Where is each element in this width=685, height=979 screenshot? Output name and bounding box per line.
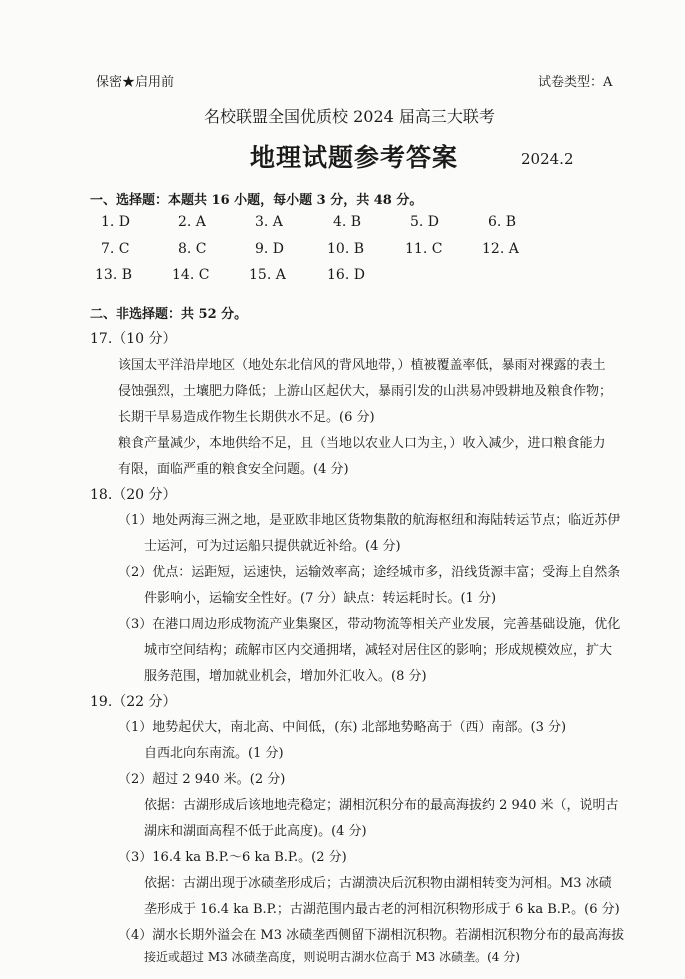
q17-line: 粮食产量减少，本地供给不足，且（当地以农业人口为主，）收入减少，进口粮食能力 [118, 436, 606, 451]
q19-line: （3）16.4 ka B.P.～6 ka B.P.。(2 分) [118, 850, 347, 865]
q17-line: 该国太平洋沿岸地区（地处东北信风的背风地带，）植被覆盖率低，暴雨对裸露的表土 [118, 358, 606, 373]
q17-number: 17.（10 分） [90, 331, 177, 347]
section2-heading: 二、非选择题：共 52 分。 [90, 307, 248, 322]
q19-line: 自西北向东南流。(1 分) [144, 746, 284, 761]
q19-line: 垄形成于 16.4 ka B.P.；古湖范围内最古老的河相沉积物形成于 6 ka B.P.。(6 分) [144, 902, 620, 917]
mc-answer: 10. B [327, 241, 365, 257]
mc-answer: 1. D [101, 214, 131, 230]
mc-answer: 2. A [178, 214, 206, 230]
mc-answer: 16. D [327, 267, 365, 283]
mc-answer: 3. A [255, 214, 283, 230]
mc-answer: 6. B [488, 214, 517, 230]
q18-line: 士运河，可为过运船只提供就近补给。(4 分) [144, 539, 401, 554]
section1-heading: 一、选择题：本题共 16 小题，每小题 3 分，共 48 分。 [90, 193, 423, 208]
mc-answer: 13. B [95, 267, 133, 283]
q18-line: （2）优点：运距短，运速快，运输效率高；途经城市多，沿线货源丰富；受海上自然条 [118, 565, 621, 580]
q19-line: （1）地势起伏大，南北高、中间低，(东) 北部地势略高于（西）南部。(3 分) [118, 720, 567, 735]
mc-answer: 8. C [178, 241, 207, 257]
mc-answer: 9. D [255, 241, 285, 257]
mc-answer: 12. A [482, 241, 519, 257]
q18-line: 服务范围，增加就业机会，增加外汇收入。(8 分) [144, 669, 427, 684]
q17-line: 有限，面临严重的粮食安全问题。(4 分) [118, 462, 349, 477]
exam-date: 2024.2 [521, 150, 574, 168]
q18-number: 18.（20 分） [90, 487, 177, 503]
q19-line: 依据：古湖出现于冰碛垄形成后；古湖溃决后沉积物由湖相转变为河相。M3 冰碛 [144, 876, 612, 891]
mc-answer: 7. C [101, 241, 130, 257]
q17-line: 侵蚀强烈，土壤肥力降低；上游山区起伏大，暴雨引发的山洪易冲毁耕地及粮食作物； [118, 384, 613, 399]
mc-answer: 5. D [410, 214, 440, 230]
q19-line: 接近或超过 M3 冰碛垄高度，则说明古湖水位高于 M3 冰碛垄。(4 分) [144, 950, 520, 964]
paper-type-label: 试卷类型：A [538, 75, 613, 90]
exam-subtitle: 名校联盟全国优质校 2024 届高三大联考 [204, 107, 495, 126]
q19-line: （4）湖水长期外溢会在 M3 冰碛垄西侧留下湖相沉积物。若湖相沉积物分布的最高海拔 [118, 928, 625, 943]
q19-line: 依据：古湖形成后该地地壳稳定；湖相沉积分布的最高海拔约 2 940 米（，说明古 [144, 798, 619, 813]
q17-line: 长期干旱易造成作物生长期供水不足。(6 分) [118, 410, 375, 425]
mc-answer: 14. C [172, 267, 210, 283]
q18-line: （3）在港口周边形成物流产业集聚区，带动物流等相关产业发展，完善基础设施，优化 [118, 617, 621, 632]
confidential-label: 保密★启用前 [96, 75, 175, 90]
mc-answer: 4. B [333, 214, 362, 230]
q18-line: （1）地处两海三洲之地，是亚欧非地区货物集散的航海枢纽和海陆转运节点；临近苏伊 [118, 513, 621, 528]
mc-answer: 11. C [405, 241, 443, 257]
q19-line: （2）超过 2 940 米。(2 分) [118, 772, 286, 787]
q18-line: 件影响小，运输安全性好。(7 分）缺点：转运耗时长。(1 分) [144, 591, 497, 606]
q18-line: 城市空间结构；疏解市区内交通拥堵，减轻对居住区的影响；形成规模效应，扩大 [144, 643, 613, 658]
q19-number: 19.（22 分） [90, 694, 177, 710]
page-title: 地理试题参考答案 [250, 143, 459, 172]
q19-line: 湖床和湖面高程不低于此高度)。(4 分) [144, 824, 367, 839]
mc-answer: 15. A [249, 267, 286, 283]
